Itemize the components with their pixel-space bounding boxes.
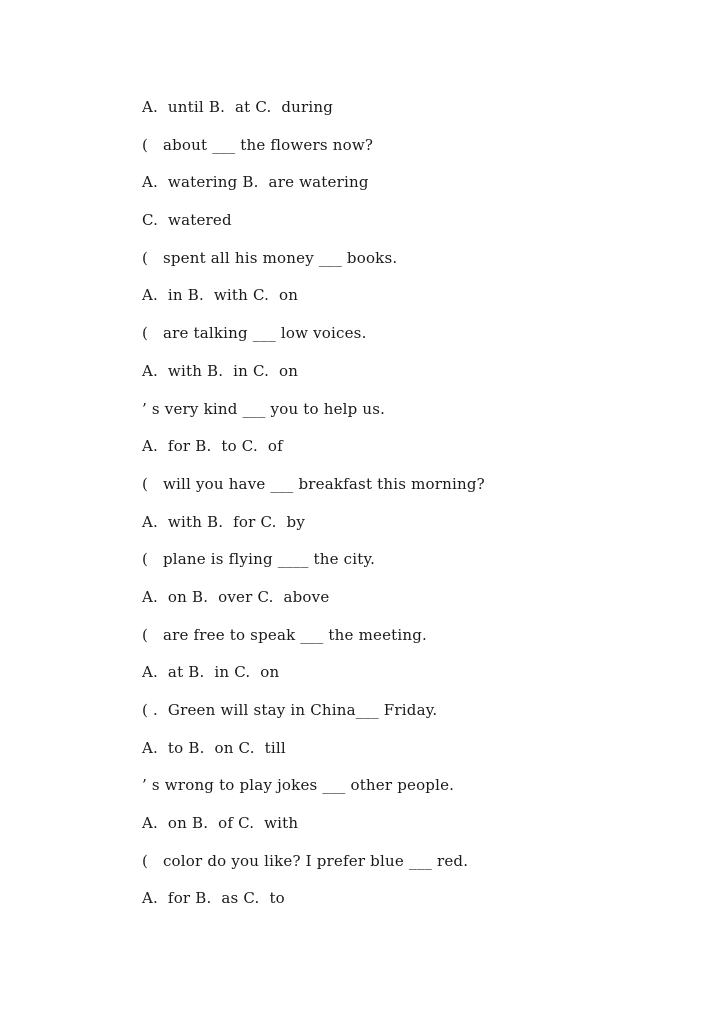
option-line: A. watering B. are watering — [142, 173, 369, 192]
question-line: ( are talking ___ low voices. — [142, 324, 367, 343]
option-line: A. for B. to C. of — [142, 437, 283, 456]
exercise-lines — [142, 94, 702, 923]
question-line: ( are free to speak ___ the meeting. — [142, 625, 427, 644]
question-line: ( spent all his money ___ books. — [142, 248, 398, 267]
option-line: A. until B. at C. during — [142, 98, 334, 116]
option-line: A. for B. as C. to — [142, 889, 285, 908]
question-line: ( plane is flying ____ the city. — [142, 550, 376, 569]
option-line: A. with B. in C. on — [142, 361, 299, 380]
question-line: ( about ___ the flowers now? — [142, 135, 374, 154]
option-line: A. in B. with C. on — [142, 286, 299, 305]
question-line: ( . Green will stay in China___ Friday. — [142, 701, 438, 719]
option-line: A. with B. for C. by — [142, 512, 306, 531]
option-line: A. on B. of C. with — [142, 814, 299, 833]
question-line: ’ s wrong to play jokes ___ other people. — [142, 776, 455, 795]
option-line: A. on B. over C. above — [142, 587, 330, 606]
option-line: C. watered — [142, 211, 232, 230]
option-line: A. at B. in C. on — [142, 663, 280, 682]
question-line: ( color do you like? I prefer blue ___ red. — [142, 851, 469, 870]
question-line: ( will you have ___ breakfast this morning? — [142, 474, 485, 493]
option-line: A. to B. on C. till — [142, 738, 286, 757]
question-line: ’ s very kind ___ you to help us. — [142, 399, 386, 418]
